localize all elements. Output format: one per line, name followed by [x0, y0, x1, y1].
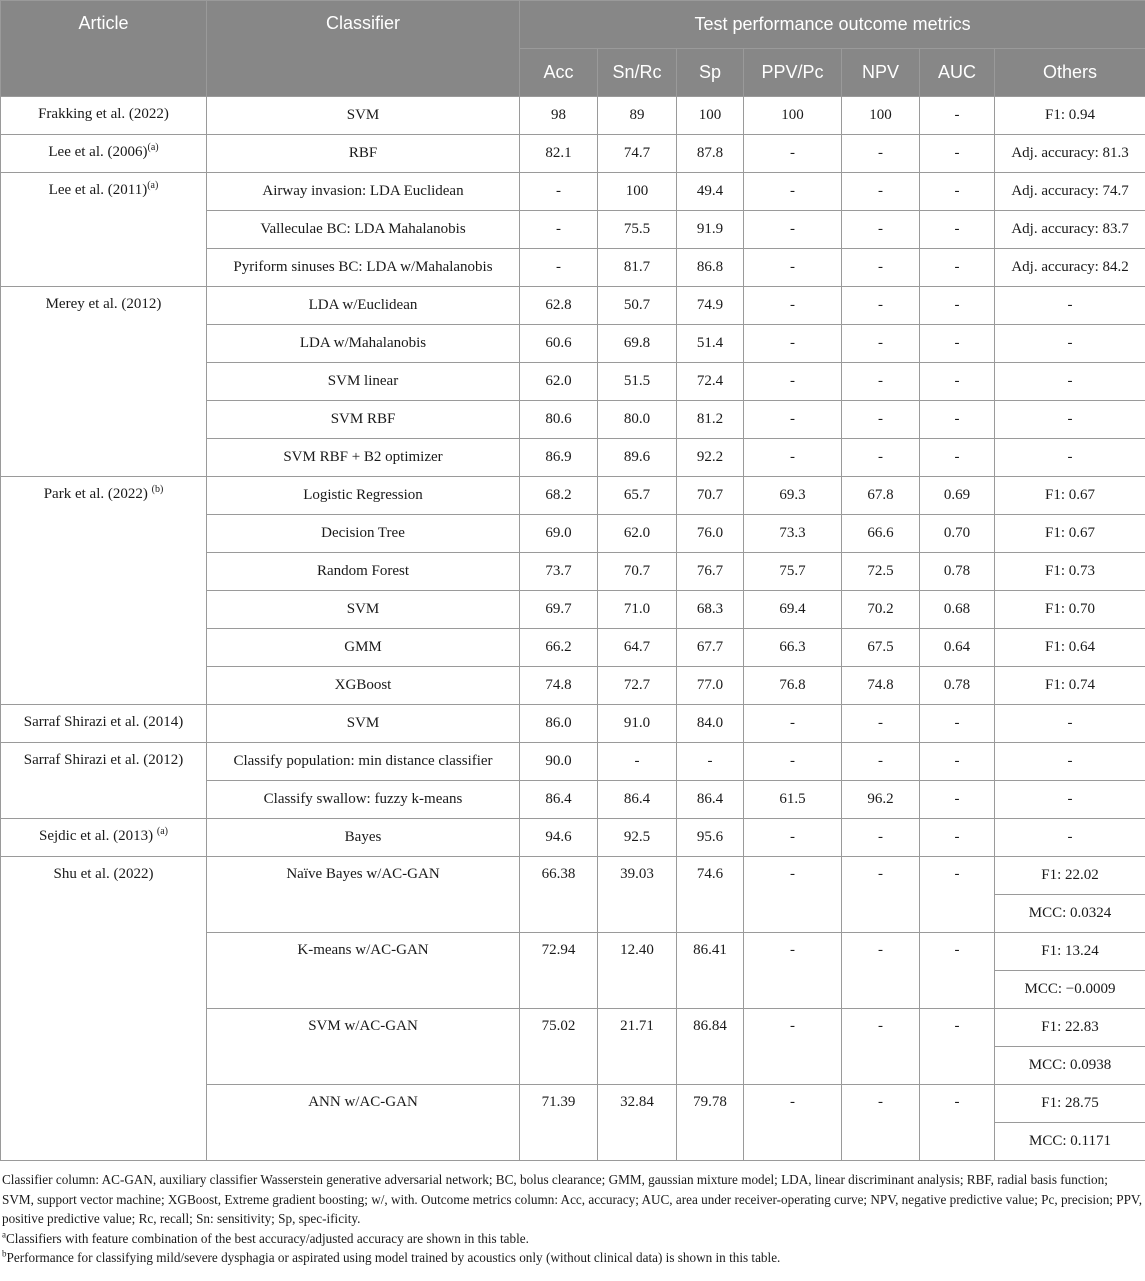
npv-cell: -	[842, 211, 920, 249]
sn-cell: 70.7	[598, 553, 677, 591]
auc-cell: 0.78	[920, 667, 995, 705]
table-footnotes	[0, 1161, 1145, 1268]
sn-cell: -	[598, 743, 677, 781]
npv-cell: -	[842, 819, 920, 857]
footnote-a-mark: a	[2, 1229, 6, 1240]
article-name: Lee et al. (2011)	[48, 182, 148, 198]
npv-cell: 72.5	[842, 553, 920, 591]
ppv-cell: 100	[744, 97, 842, 135]
article-cell	[1, 705, 207, 743]
others-cell: -	[995, 439, 1145, 477]
table-row	[1, 743, 1145, 781]
others-cell: F1: 0.74	[995, 667, 1145, 705]
sp-cell: 86.4	[677, 781, 744, 819]
npv-cell: -	[842, 1085, 920, 1161]
sp-cell: 77.0	[677, 667, 744, 705]
sn-cell: 75.5	[598, 211, 677, 249]
table-body	[1, 97, 1145, 1161]
ppv-cell: -	[744, 439, 842, 477]
others-cell: MCC: 0.0324	[995, 895, 1145, 933]
sn-cell: 62.0	[598, 515, 677, 553]
npv-cell: -	[842, 1009, 920, 1085]
npv-cell: -	[842, 705, 920, 743]
abbreviations-note: Classifier column: AC-GAN, auxiliary classifier Wasserstein generative adversarial network; BC, bolus clearance; GMM, gaussian mixture model; LDA, linear discriminant analysis; RBF, radial basis function; SVM, support vector machine; XGBoost, Extreme gradient boosting; w/, with. Outcome metrics column: Acc, accuracy; AUC, area under receiver-operating curve; NPV, negative predictive value; Pc, precision; PPV, positive predictive value; Rc, recall; Sn: sensitivity; Sp, spec-ificity.	[2, 1172, 1143, 1226]
classifier-cell: XGBoost	[207, 667, 520, 705]
sn-cell: 74.7	[598, 135, 677, 173]
sn-cell: 80.0	[598, 401, 677, 439]
header-article: Article	[1, 1, 207, 97]
sp-cell: 86.8	[677, 249, 744, 287]
acc-cell: 66.38	[520, 857, 598, 933]
acc-cell: 62.0	[520, 363, 598, 401]
acc-cell: 72.94	[520, 933, 598, 1009]
classifier-cell: SVM RBF	[207, 401, 520, 439]
ppv-cell: 69.3	[744, 477, 842, 515]
classifier-cell: SVM RBF + B2 optimizer	[207, 439, 520, 477]
header-others: Others	[995, 49, 1145, 97]
npv-cell: 67.5	[842, 629, 920, 667]
sp-cell: 70.7	[677, 477, 744, 515]
ppv-cell: -	[744, 819, 842, 857]
others-cell: -	[995, 743, 1145, 781]
sn-cell: 71.0	[598, 591, 677, 629]
auc-cell: 0.70	[920, 515, 995, 553]
ppv-cell: -	[744, 249, 842, 287]
article-footnote-mark: (a)	[156, 826, 168, 837]
ppv-cell: 66.3	[744, 629, 842, 667]
ppv-cell: -	[744, 743, 842, 781]
others-cell: F1: 22.83	[995, 1009, 1145, 1047]
sp-cell: 74.6	[677, 857, 744, 933]
footnote-a-text: Classifiers with feature combination of the best accuracy/adjusted accuracy are shown in this table.	[6, 1230, 529, 1246]
article-name: Lee et al. (2006)	[48, 144, 148, 160]
sp-cell: 100	[677, 97, 744, 135]
others-cell: F1: 0.67	[995, 477, 1145, 515]
others-cell: -	[995, 363, 1145, 401]
article-cell	[1, 135, 207, 173]
npv-cell: -	[842, 249, 920, 287]
auc-cell: -	[920, 933, 995, 1009]
ppv-cell: -	[744, 857, 842, 933]
sp-cell: 79.78	[677, 1085, 744, 1161]
sn-cell: 89.6	[598, 439, 677, 477]
acc-cell: 80.6	[520, 401, 598, 439]
classifier-cell: Airway invasion: LDA Euclidean	[207, 173, 520, 211]
sp-cell: 49.4	[677, 173, 744, 211]
acc-cell: 86.4	[520, 781, 598, 819]
others-cell: MCC: 0.1171	[995, 1123, 1145, 1161]
article-name: Frakking et al. (2022)	[38, 106, 169, 122]
acc-cell: 74.8	[520, 667, 598, 705]
acc-cell: 82.1	[520, 135, 598, 173]
auc-cell: -	[920, 135, 995, 173]
classifier-cell: SVM	[207, 97, 520, 135]
acc-cell: 62.8	[520, 287, 598, 325]
sn-cell: 91.0	[598, 705, 677, 743]
npv-cell: 96.2	[842, 781, 920, 819]
footnote-b-text: Performance for classifying mild/severe dysphagia or aspirated using model trained by acoustics only (without clinical data) is shown in this table.	[6, 1250, 781, 1265]
others-cell: F1: 0.73	[995, 553, 1145, 591]
sp-cell: 68.3	[677, 591, 744, 629]
others-cell: F1: 0.64	[995, 629, 1145, 667]
article-name: Sejdic et al. (2013)	[39, 828, 157, 844]
auc-cell: -	[920, 401, 995, 439]
acc-cell: -	[520, 249, 598, 287]
others-cell: -	[995, 705, 1145, 743]
article-cell	[1, 477, 207, 705]
sp-cell: 51.4	[677, 325, 744, 363]
classifier-cell: Random Forest	[207, 553, 520, 591]
table-row	[1, 135, 1145, 173]
others-cell: -	[995, 325, 1145, 363]
sn-cell: 65.7	[598, 477, 677, 515]
acc-cell: -	[520, 211, 598, 249]
npv-cell: -	[842, 287, 920, 325]
classifier-cell: K-means w/AC-GAN	[207, 933, 520, 1009]
footnote-b	[2, 1248, 1143, 1268]
classifier-cell: Bayes	[207, 819, 520, 857]
sn-cell: 100	[598, 173, 677, 211]
npv-cell: -	[842, 363, 920, 401]
ppv-cell: 73.3	[744, 515, 842, 553]
sn-cell: 72.7	[598, 667, 677, 705]
auc-cell: 0.68	[920, 591, 995, 629]
others-cell: Adj. accuracy: 84.2	[995, 249, 1145, 287]
sp-cell: 86.84	[677, 1009, 744, 1085]
classifier-cell: Pyriform sinuses BC: LDA w/Mahalanobis	[207, 249, 520, 287]
sn-cell: 86.4	[598, 781, 677, 819]
table-row	[1, 819, 1145, 857]
classifier-cell: RBF	[207, 135, 520, 173]
classifier-cell: Decision Tree	[207, 515, 520, 553]
classifier-cell: GMM	[207, 629, 520, 667]
article-cell	[1, 173, 207, 287]
acc-cell: 94.6	[520, 819, 598, 857]
acc-cell: 69.0	[520, 515, 598, 553]
article-name: Sarraf Shirazi et al. (2014)	[23, 714, 184, 730]
npv-cell: -	[842, 743, 920, 781]
article-footnote-mark: (a)	[147, 180, 159, 191]
auc-cell: -	[920, 249, 995, 287]
others-cell: Adj. accuracy: 81.3	[995, 135, 1145, 173]
auc-cell: -	[920, 1009, 995, 1085]
acc-cell: 68.2	[520, 477, 598, 515]
classifier-cell: Classify population: min distance classifier	[207, 743, 520, 781]
article-name: Sarraf Shirazi et al. (2012)	[23, 752, 184, 768]
auc-cell: -	[920, 819, 995, 857]
auc-cell: 0.64	[920, 629, 995, 667]
others-cell: Adj. accuracy: 83.7	[995, 211, 1145, 249]
auc-cell: -	[920, 743, 995, 781]
sn-cell: 89	[598, 97, 677, 135]
acc-cell: 60.6	[520, 325, 598, 363]
sp-cell: 84.0	[677, 705, 744, 743]
ppv-cell: -	[744, 1085, 842, 1161]
sp-cell: 92.2	[677, 439, 744, 477]
npv-cell: -	[842, 135, 920, 173]
article-name: Park et al. (2022)	[43, 486, 152, 502]
sp-cell: 76.0	[677, 515, 744, 553]
auc-cell: -	[920, 173, 995, 211]
ppv-cell: 75.7	[744, 553, 842, 591]
ppv-cell: -	[744, 705, 842, 743]
sn-cell: 64.7	[598, 629, 677, 667]
classifier-cell: SVM	[207, 705, 520, 743]
header-auc: AUC	[920, 49, 995, 97]
classifier-cell: LDA w/Mahalanobis	[207, 325, 520, 363]
npv-cell: 70.2	[842, 591, 920, 629]
header-metrics-group: Test performance outcome metrics	[520, 1, 1145, 49]
sp-cell: 95.6	[677, 819, 744, 857]
classifier-cell: SVM linear	[207, 363, 520, 401]
acc-cell: 71.39	[520, 1085, 598, 1161]
table-row	[1, 287, 1145, 325]
sp-cell: -	[677, 743, 744, 781]
table-header	[1, 1, 1145, 97]
npv-cell: 66.6	[842, 515, 920, 553]
others-cell: -	[995, 781, 1145, 819]
ppv-cell: -	[744, 325, 842, 363]
others-cell: Adj. accuracy: 74.7	[995, 173, 1145, 211]
classifier-cell: LDA w/Euclidean	[207, 287, 520, 325]
sp-cell: 87.8	[677, 135, 744, 173]
others-cell: -	[995, 287, 1145, 325]
npv-cell: 100	[842, 97, 920, 135]
classifier-cell: Logistic Regression	[207, 477, 520, 515]
sp-cell: 74.9	[677, 287, 744, 325]
ppv-cell: -	[744, 287, 842, 325]
article-footnote-mark: (a)	[147, 142, 159, 153]
sp-cell: 67.7	[677, 629, 744, 667]
ppv-cell: -	[744, 401, 842, 439]
acc-cell: 98	[520, 97, 598, 135]
auc-cell: -	[920, 97, 995, 135]
npv-cell: -	[842, 173, 920, 211]
auc-cell: -	[920, 287, 995, 325]
others-cell: -	[995, 401, 1145, 439]
acc-cell: 86.9	[520, 439, 598, 477]
auc-cell: -	[920, 705, 995, 743]
acc-cell: 66.2	[520, 629, 598, 667]
article-name: Shu et al. (2022)	[53, 866, 154, 882]
acc-cell: -	[520, 173, 598, 211]
others-cell: F1: 22.02	[995, 857, 1145, 895]
ppv-cell: -	[744, 173, 842, 211]
ppv-cell: -	[744, 933, 842, 1009]
auc-cell: -	[920, 325, 995, 363]
npv-cell: -	[842, 857, 920, 933]
sn-cell: 32.84	[598, 1085, 677, 1161]
article-cell	[1, 287, 207, 477]
article-cell	[1, 743, 207, 819]
auc-cell: -	[920, 439, 995, 477]
sp-cell: 81.2	[677, 401, 744, 439]
sn-cell: 81.7	[598, 249, 677, 287]
auc-cell: -	[920, 857, 995, 933]
article-cell	[1, 97, 207, 135]
header-npv: NPV	[842, 49, 920, 97]
acc-cell: 90.0	[520, 743, 598, 781]
auc-cell: -	[920, 363, 995, 401]
others-cell: F1: 28.75	[995, 1085, 1145, 1123]
sp-cell: 91.9	[677, 211, 744, 249]
sn-cell: 12.40	[598, 933, 677, 1009]
others-cell: F1: 0.70	[995, 591, 1145, 629]
table-row	[1, 857, 1145, 895]
others-cell: F1: 0.67	[995, 515, 1145, 553]
ppv-cell: -	[744, 135, 842, 173]
ppv-cell: 69.4	[744, 591, 842, 629]
sn-cell: 69.8	[598, 325, 677, 363]
ppv-cell: 76.8	[744, 667, 842, 705]
npv-cell: -	[842, 325, 920, 363]
auc-cell: 0.78	[920, 553, 995, 591]
ppv-cell: -	[744, 1009, 842, 1085]
ppv-cell: 61.5	[744, 781, 842, 819]
others-cell: MCC: −0.0009	[995, 971, 1145, 1009]
table-row	[1, 705, 1145, 743]
classifier-cell: Naïve Bayes w/AC-GAN	[207, 857, 520, 933]
auc-cell: -	[920, 1085, 995, 1161]
classifier-cell: SVM	[207, 591, 520, 629]
sn-cell: 51.5	[598, 363, 677, 401]
ppv-cell: -	[744, 363, 842, 401]
classifier-cell: ANN w/AC-GAN	[207, 1085, 520, 1161]
classifier-cell: SVM w/AC-GAN	[207, 1009, 520, 1085]
header-classifier: Classifier	[207, 1, 520, 97]
npv-cell: -	[842, 401, 920, 439]
others-cell: F1: 0.94	[995, 97, 1145, 135]
article-cell	[1, 819, 207, 857]
sp-cell: 86.41	[677, 933, 744, 1009]
npv-cell: -	[842, 933, 920, 1009]
others-cell: F1: 13.24	[995, 933, 1145, 971]
footnote-a	[2, 1229, 1143, 1249]
header-sn-rc: Sn/Rc	[598, 49, 677, 97]
others-cell: MCC: 0.0938	[995, 1047, 1145, 1085]
table-row	[1, 97, 1145, 135]
table-row	[1, 477, 1145, 515]
header-ppv-pc: PPV/Pc	[744, 49, 842, 97]
header-sp: Sp	[677, 49, 744, 97]
npv-cell: -	[842, 439, 920, 477]
header-acc: Acc	[520, 49, 598, 97]
sn-cell: 39.03	[598, 857, 677, 933]
sn-cell: 21.71	[598, 1009, 677, 1085]
auc-cell: -	[920, 781, 995, 819]
acc-cell: 73.7	[520, 553, 598, 591]
sp-cell: 72.4	[677, 363, 744, 401]
classifier-cell: Classify swallow: fuzzy k-means	[207, 781, 520, 819]
sn-cell: 92.5	[598, 819, 677, 857]
article-name: Merey et al. (2012)	[45, 296, 162, 312]
article-cell	[1, 857, 207, 1161]
others-cell: -	[995, 819, 1145, 857]
classifier-cell: Valleculae BC: LDA Mahalanobis	[207, 211, 520, 249]
auc-cell: -	[920, 211, 995, 249]
acc-cell: 69.7	[520, 591, 598, 629]
article-footnote-mark: (b)	[151, 484, 164, 495]
sp-cell: 76.7	[677, 553, 744, 591]
npv-cell: 67.8	[842, 477, 920, 515]
footnote-b-mark: b	[2, 1248, 7, 1259]
table-row	[1, 173, 1145, 211]
acc-cell: 86.0	[520, 705, 598, 743]
auc-cell: 0.69	[920, 477, 995, 515]
npv-cell: 74.8	[842, 667, 920, 705]
sn-cell: 50.7	[598, 287, 677, 325]
ppv-cell: -	[744, 211, 842, 249]
acc-cell: 75.02	[520, 1009, 598, 1085]
